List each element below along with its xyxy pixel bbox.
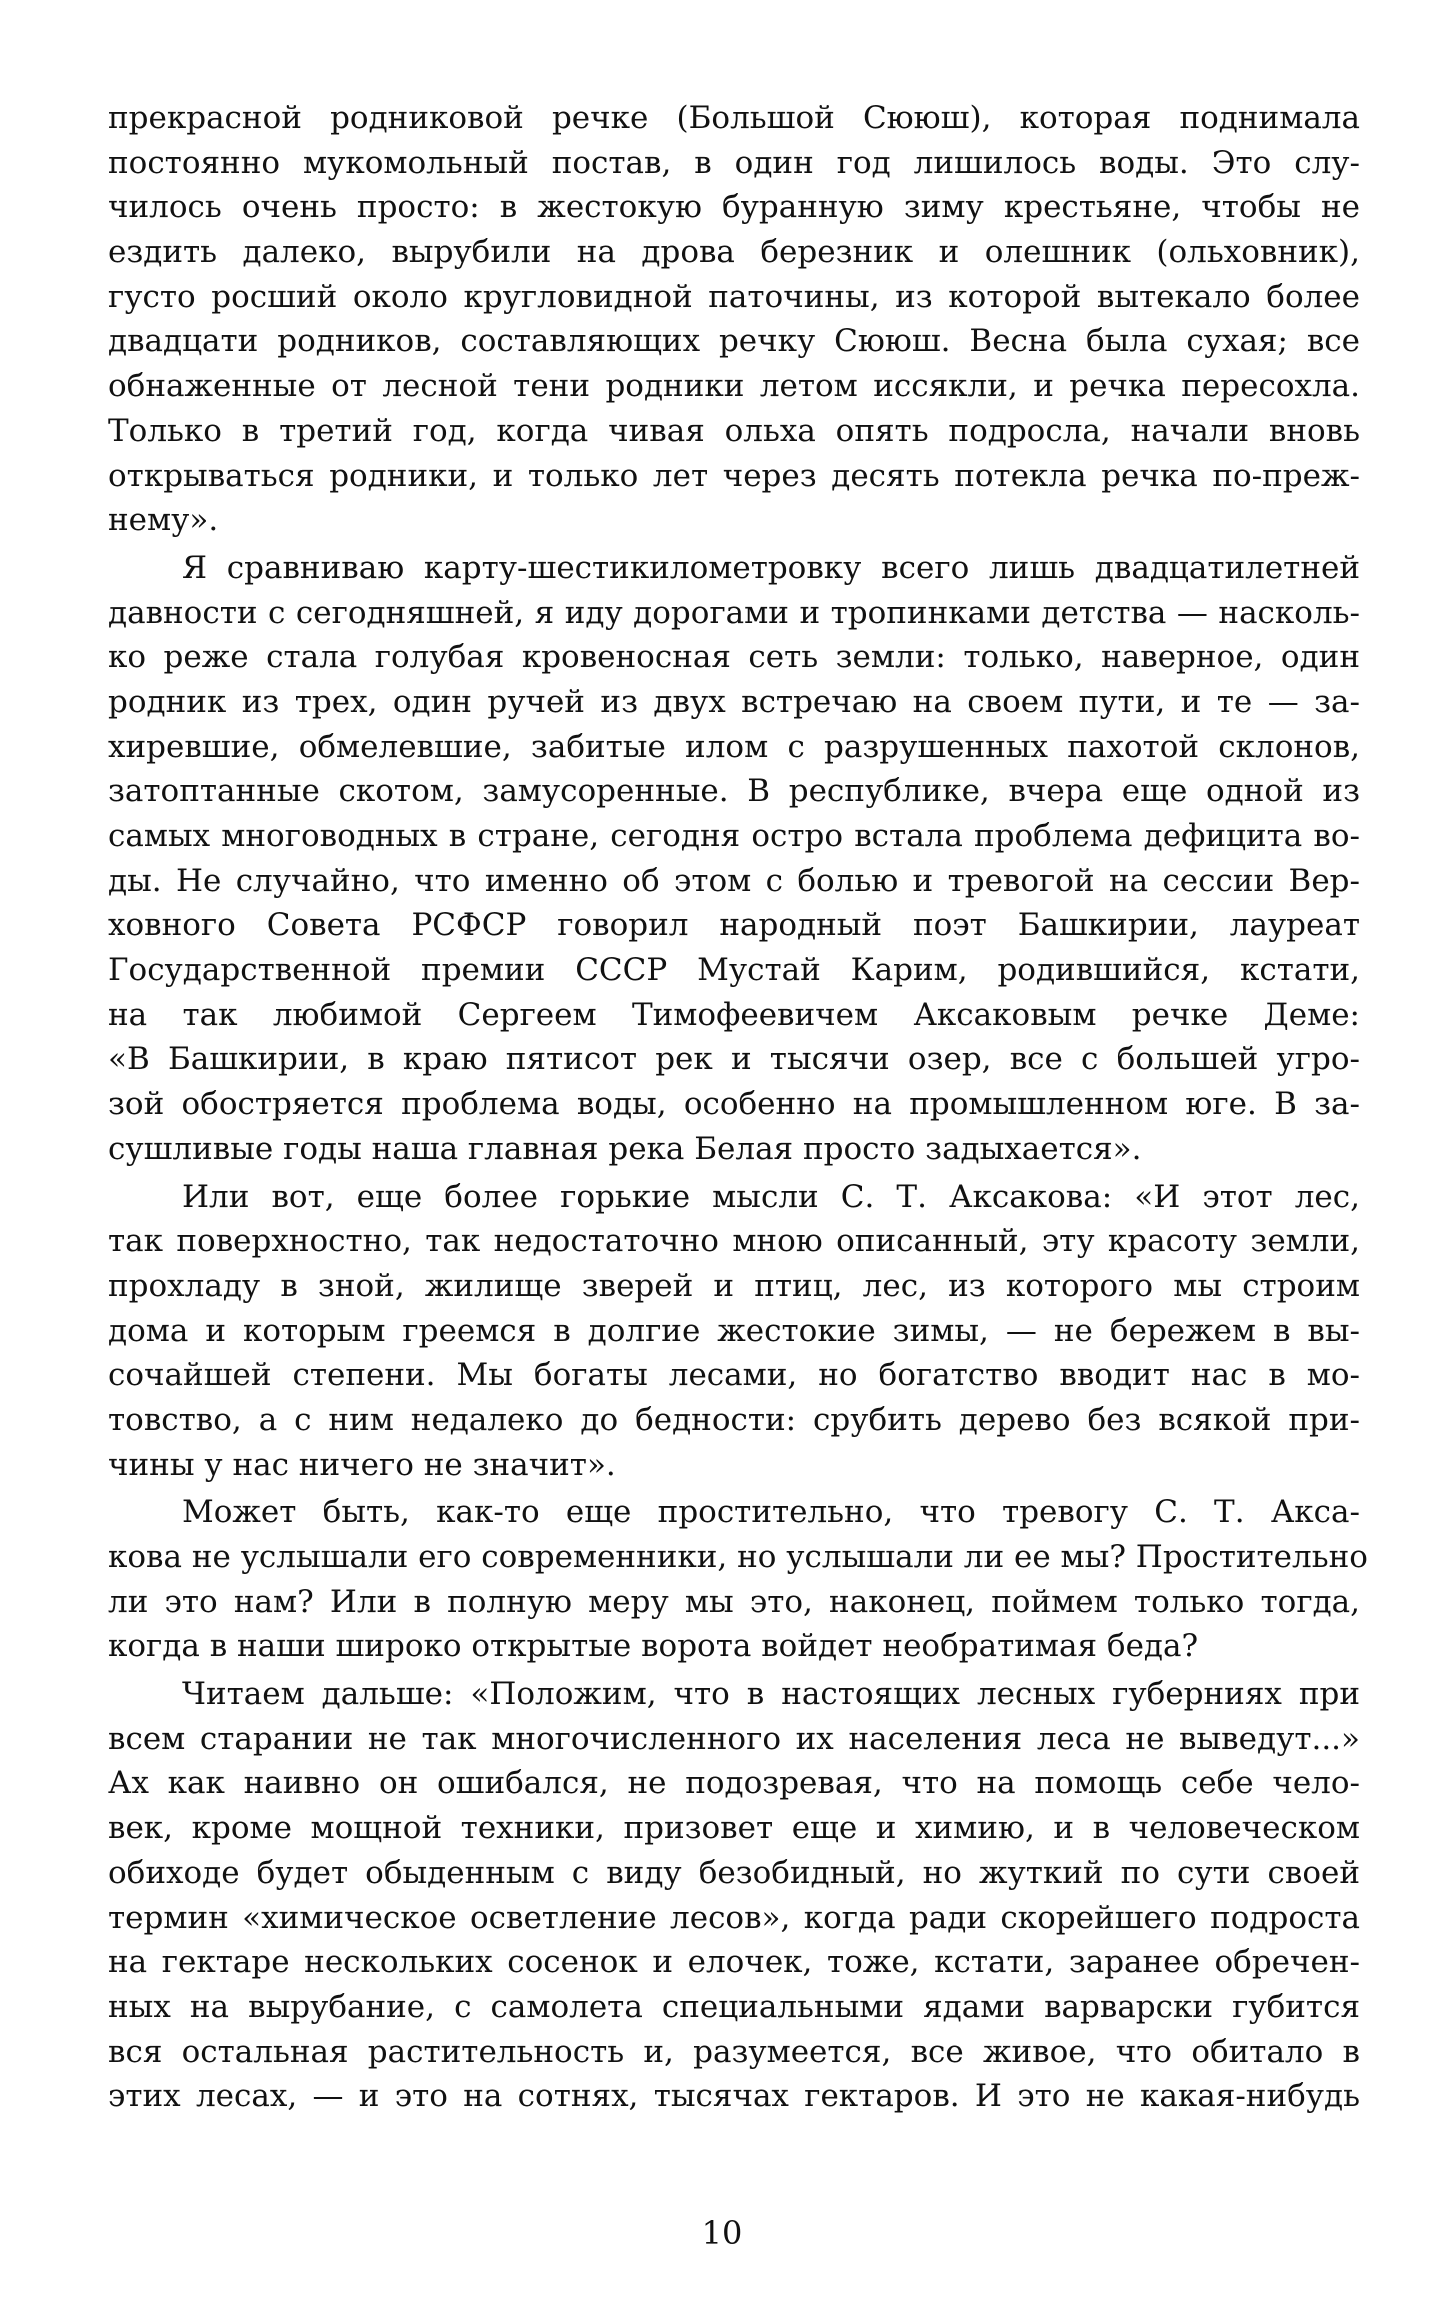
text-line: нему». <box>108 502 219 539</box>
text-line: когда в наши широко открытые ворота войдет необратимая беда? <box>108 1628 1199 1665</box>
text-line: сушливые годы наша главная река Белая просто задыхается». <box>108 1130 1142 1167</box>
text-line: термин «химическое осветление лесов», когда ради скорейшего подроста <box>108 1899 1360 1936</box>
text-line: Я сравниваю карту-шестикилометровку всего лишь двадцатилетней <box>182 549 1360 586</box>
text-line: густо росший около кругловидной паточины, из которой вытекало более <box>108 278 1360 315</box>
text-line: Или вот, еще более горькие мысли С. Т. Аксакова: «И этот лес, <box>182 1178 1360 1215</box>
text-line: дома и которым греемся в долгие жестокие зимы, — не бережем в вы- <box>108 1312 1360 1349</box>
paragraph <box>108 1672 1360 2119</box>
text-line: обнаженные от лесной тени родники летом иссякли, и речка пересохла. <box>108 368 1360 405</box>
text-line: «В Башкирии, в краю пятисот рек и тысячи озер, все с большей угро- <box>108 1041 1360 1078</box>
paragraph <box>108 1175 1360 1488</box>
text-line: этих лесах, — и это на сотнях, тысячах гектаров. И это не какая-нибудь <box>108 2078 1360 2115</box>
paragraph <box>108 546 1360 1172</box>
document-page <box>108 96 1368 2119</box>
text-line: вся остальная растительность и, разумеется, все живое, что обитало в <box>108 2033 1360 2070</box>
paragraph <box>108 96 1360 543</box>
text-line: сочайшей степени. Мы богаты лесами, но богатство вводит нас в мо- <box>108 1357 1360 1394</box>
text-line: самых многоводных в стране, сегодня остро встала проблема дефицита во- <box>108 818 1360 854</box>
paragraph <box>108 1490 1368 1669</box>
text-line: Может быть, как-то еще простительно, что тревогу С. Т. Акса- <box>182 1494 1360 1531</box>
text-line: давности с сегодняшней, я иду дорогами и тропинками детства — насколь- <box>108 594 1360 631</box>
text-line: ездить далеко, вырубили на дрова березник и олешник (ольховник), <box>108 234 1360 271</box>
text-line: обиходе будет обыденным с виду безобидный, но жуткий по сути своей <box>108 1854 1360 1891</box>
text-line: ли это нам? Или в полную меру мы это, наконец, поймем только тогда, <box>108 1583 1360 1620</box>
text-line: на гектаре нескольких сосенок и елочек, тоже, кстати, заранее обречен- <box>108 1944 1360 1981</box>
text-line: век, кроме мощной техники, призовет еще и химию, и в человеческом <box>108 1810 1360 1847</box>
text-line: ховного Совета РСФСР говорил народный поэт Башкирии, лауреат <box>108 907 1360 944</box>
text-line: всем старании не так многочисленного их населения леса не выведут...» <box>108 1720 1360 1757</box>
text-line: Ах как наивно он ошибался, не подозревая, что на помощь себе чело- <box>108 1765 1360 1802</box>
text-line: Только в третий год, когда чивая ольха опять подросла, начали вновь <box>108 412 1360 449</box>
text-line: хиревшие, обмелевшие, забитые илом с разрушенных пахотой склонов, <box>108 728 1360 765</box>
text-line: ды. Не случайно, что именно об этом с болью и тревогой на сессии Вер- <box>108 862 1360 899</box>
text-line: двадцати родников, составляющих речку Сююш. Весна была сухая; все <box>108 323 1360 360</box>
text-line: зой обостряется проблема воды, особенно на промышленном юге. В за- <box>108 1086 1360 1123</box>
text-line: ных на вырубание, с самолета специальными ядами варварски губится <box>108 1988 1360 2025</box>
text-line: чилось очень просто: в жестокую буранную зиму крестьяне, чтобы не <box>108 189 1360 226</box>
page-number: 10 <box>701 2214 743 2252</box>
text-line: на так любимой Сергеем Тимофеевичем Аксаковым речке Деме: <box>108 996 1360 1033</box>
text-line: прекрасной родниковой речке (Большой Сююш), которая поднимала <box>108 100 1360 136</box>
text-line: Читаем дальше: «Положим, что в настоящих лесных губерниях при <box>182 1676 1360 1713</box>
text-line: так поверхностно, так недостаточно мною описанный, эту красоту земли, <box>108 1223 1360 1260</box>
text-line: ко реже стала голубая кровеносная сеть земли: только, наверное, один <box>108 639 1360 676</box>
text-line: товство, а с ним недалеко до бедности: срубить дерево без всякой при- <box>108 1401 1360 1438</box>
text-line: кова не услышали его современники, но услышали ли ее мы? Простительно <box>108 1539 1368 1575</box>
text-line: прохладу в зной, жилище зверей и птиц, лес, из которого мы строим <box>108 1267 1360 1304</box>
text-line: родник из трех, один ручей из двух встречаю на своем пути, и те — за- <box>108 683 1360 720</box>
text-line: постоянно мукомольный постав, в один год лишилось воды. Это слу- <box>108 144 1360 181</box>
text-line: чины у нас ничего не значит». <box>108 1446 616 1483</box>
text-line: открываться родники, и только лет через десять потекла речка по-преж- <box>108 457 1360 494</box>
text-line: Государственной премии СССР Мустай Карим, родившийся, кстати, <box>108 952 1360 989</box>
text-line: затоптанные скотом, замусоренные. В республике, вчера еще одной из <box>108 773 1360 810</box>
